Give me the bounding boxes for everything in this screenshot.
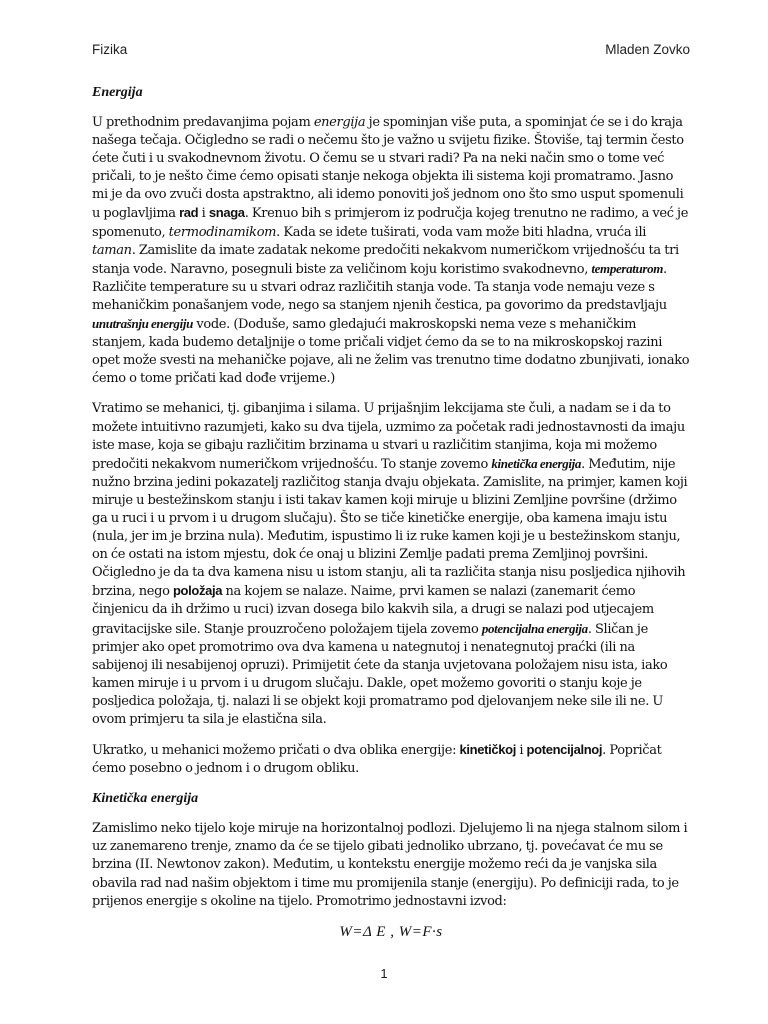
italic-term: termodinamikom xyxy=(168,224,277,240)
document-body xyxy=(92,84,690,941)
bold-italic-term: temperaturom xyxy=(591,260,664,276)
section-title-kineticka-energija: Kinetička energija xyxy=(92,791,199,807)
bold-term: položaja xyxy=(172,583,223,599)
text-run: i xyxy=(198,206,209,222)
text-run: i xyxy=(515,743,527,759)
text-run: . Međutim, nije nužno brzina jedini pokazatelj različitog stanja dvaju objekata. Zamislite, na primjer, kamen koji miruje u bestežinskom stanju i isti takav kamen koji miruje u blizini Zemljine površine (držimo ga u ruci i u prvom i u drugom slučaju). Što se tiče kinetičke energije, oba kamena imaju istu (nula, jer im je brzina nula). Međutim, ispustimo li iz ruke kamen koji je u bestežinskom stanju, on će ostati na istom mjestu, dok će onaj u blizini Zemlje padati prema Zemljinoj površini. Očigledno je da ta dva kamena nisu u istom stanju, ali ta različita stanja nisu posljedica njihovih brzina, nego xyxy=(92,456,688,600)
text-run: na kojem se nalaze. Naime, prvi kamen se nalazi (zanemarit ćemo činjenicu da ih držimo u ruci) izvan dosega bilo kakvih sila, a drugi se nalazi pod utjecajem gravitacijske sile. Stanje prouzročeno položajem tijela zovemo xyxy=(92,584,654,637)
text-run: je spominjan više puta, a spominjat će se i do kraja našega tečaja. Očigledno se radi o nečemu što je važno u svijetu fizike. Štoviše, taj termin često ćete čuti i u svakodnevnom životu. O čemu se u stvari radi? Pa na neki način smo o tome već pričali, to je nešto čime ćemo opisati stanje nekoga objekta ili sistema koji promatramo. Jasno mi je da ovo zvuči dosta apstraktno, ali idemo ponoviti još jednom ono što smo usput spomenuli u poglavljima xyxy=(92,115,684,222)
bold-italic-term: potencijalna energija xyxy=(481,620,588,636)
paragraph-kinetic: Zamislimo neko tijelo koje miruje na horizontalnoj podlozi. Djelujemo li na njega stalnom silom i uz zanemareno trenje, znamo da će se tijelo gibati jednoliko ubrzano, tj. povećavat će mu se brzina (II. Newtonov zakon). Međutim, u kontekstu energije možemo reći da je vanjska sila obavila rad nad našim objektom i time mu promijenila stanje (energiju). Po definiciji rada, to je prijenos energije s okoline na tijelo. Promotrimo jednostavni izvod: xyxy=(92,821,688,909)
bold-italic-term: unutrašnju energiju xyxy=(92,316,193,332)
paragraph-intro xyxy=(92,114,690,388)
bold-term: snaga xyxy=(208,205,245,221)
text-run: . Kada se idete tuširati, voda vam može biti hladna, vruća ili xyxy=(276,224,647,240)
page-number: 1 xyxy=(380,966,388,981)
page-header xyxy=(92,42,690,60)
text-run: . Zamislite da imate zadatak nekome predočiti nekakvom numeričkom vrijednošću ta tri stanja vode. Naravno, posegnuli biste za veličinom koju koristimo svakodnevno, xyxy=(92,242,679,277)
text-run: . Različite temperature su u stvari odraz različitih stanja vode. Ta stanja vode nemaju veze s mehaničkim ponašanjem vode, nego sa stanjem njenih čestica, pa govorimo da predstavljaju xyxy=(92,261,667,313)
bold-italic-term: kinetička energija xyxy=(491,455,582,471)
header-subject: Fizika xyxy=(92,42,128,57)
italic-term: energija xyxy=(313,115,366,130)
text-run: U prethodnim predavanjima pojam xyxy=(92,115,314,130)
text-run: . Popričat ćemo posebno o jednom i o drugom obliku. xyxy=(92,743,662,777)
italic-term: taman xyxy=(92,242,132,258)
text-run: . Krenuo bih s primjerom iz područja kojeg trenutno ne radimo, a već je spomenuto, xyxy=(92,206,689,240)
section-title-energija: Energija xyxy=(92,85,143,100)
bold-term: potencijalnoj xyxy=(526,742,603,758)
paragraph-summary xyxy=(92,741,690,778)
text-run: . Sličan je primjer ako opet promotrimo ova dva kamena u nategnutoj i nenategnutoj praćki (ili na sabijenoj ili nesabijenoj opruzi). Primijetit ćete da stanja uvjetovana položajem nisu ista, iako kamen miruje i u prvom i u drugom slučaju. Dakle, opet možemo govoriti o stanju koje je posljedica položaja, tj. nalazi li se objekt koji promatramo pod djelovanjem neke sile ili ne. U ovom primjeru ta sila je elastična sila. xyxy=(92,621,668,727)
formula-work-energy: W=Δ E , W=F·s xyxy=(339,923,443,940)
bold-term: rad xyxy=(179,205,199,221)
text-run: vode. (Doduše, samo gledajući makroskopski nema veze s mehaničkim stanjem, kada budemo detaljnije o tome pričali vidjet ćemo da se to na mikroskopskoj razini opet može svesti na mehaničke pojave, ali ne želim vas trenutno time dodatno zbunjivati, ionako ćemo o tome pričati kad dođe vrijeme.) xyxy=(92,317,690,387)
text-run: Vratimo se mehanici, tj. gibanjima i silama. U prijašnjim lekcijama ste čuli, a nadam se i da to možete intuitivno razumjeti, kako su dva tijela, uzmimo za početak radi jednostavnosti da imaju iste mase, koja se gibaju različitim brzinama u stvari u različitim stanjima, koja mi možemo predočiti nekakvom numeričkom vrijednošću. To stanje zovemo xyxy=(92,401,685,472)
paragraph-mechanics xyxy=(92,400,690,729)
header-author: Mladen Zovko xyxy=(605,42,690,57)
bold-term: kinetičkoj xyxy=(459,742,516,758)
text-run: Ukratko, u mehanici možemo pričati o dva oblika energije: xyxy=(92,743,460,759)
